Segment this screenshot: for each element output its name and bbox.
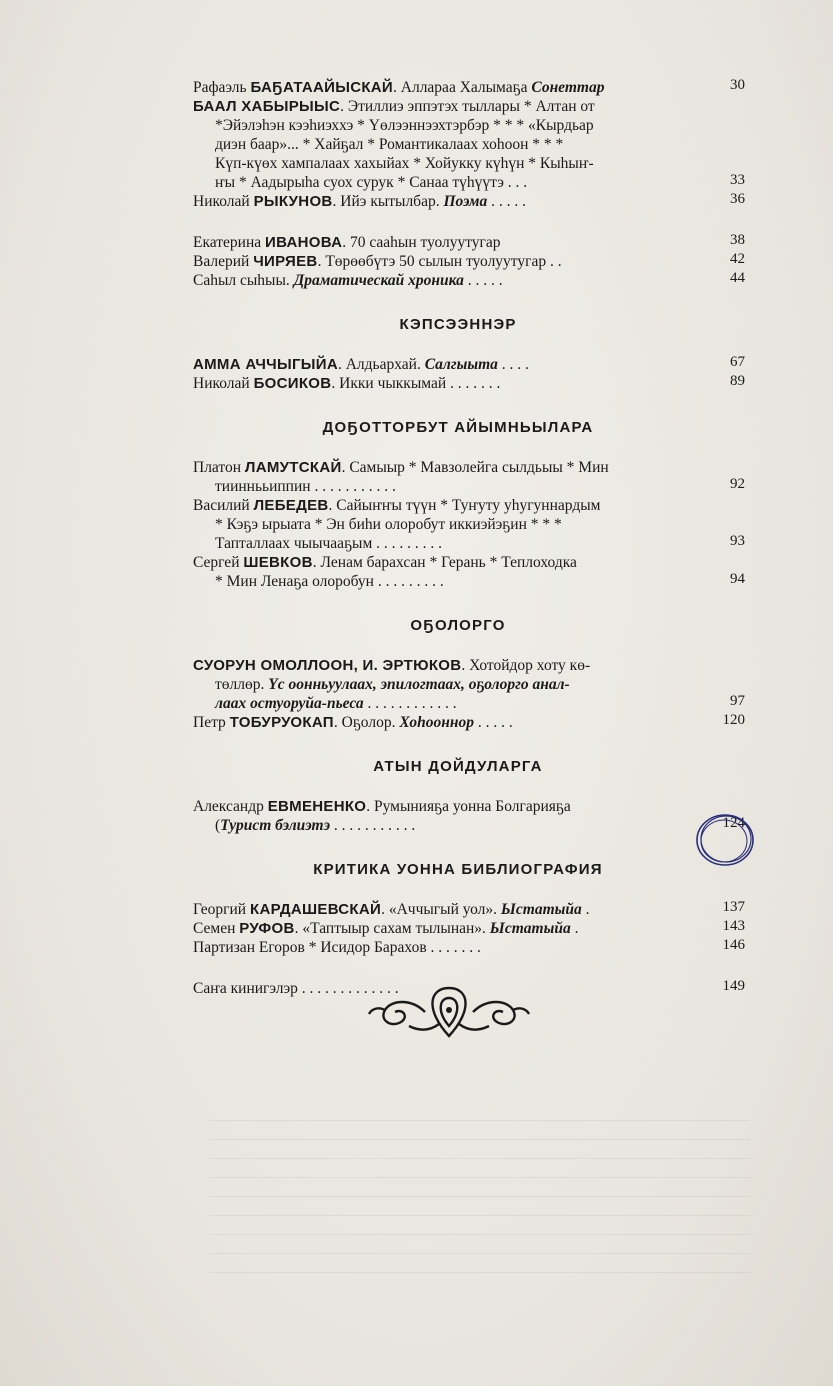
author-name: ЛАМУТСКАЙ [244, 459, 342, 476]
toc-entry-line [193, 553, 713, 572]
entry-text: . . . . . [473, 714, 513, 731]
entry-text: Николай [193, 193, 254, 210]
toc-entry [193, 458, 743, 496]
entry-text: * Кэҕэ ырыата * Эн биһи олоробут иккиэйэҕин * * * [215, 516, 562, 533]
toc-entry-line [193, 515, 713, 534]
table-of-contents [193, 78, 743, 998]
genre-label: Турист бэлиэтэ [220, 817, 330, 834]
toc-entry [193, 97, 743, 192]
toc-entry-line [193, 97, 713, 116]
genre-label: Салгыыта [424, 356, 498, 373]
entry-text: . . . . . [463, 272, 503, 289]
author-name: ЕВМЕНЕНКО [267, 798, 367, 815]
toc-entry-line [193, 458, 713, 477]
toc-entry-line [193, 374, 713, 393]
toc-entry-line [193, 919, 713, 938]
author-name: СУОРУН ОМОЛЛООН, И. ЭРТЮКОВ [193, 657, 462, 674]
genre-label: Ыстатыйа [489, 920, 571, 937]
page-number: 33 [730, 172, 745, 188]
page-number: 143 [722, 918, 745, 934]
entry-text: . Ийэ кытылбар. [332, 193, 444, 210]
entry-text: Александр [193, 798, 268, 815]
page-number: 120 [722, 712, 745, 728]
toc-entry [193, 78, 743, 97]
toc-entry-line [193, 496, 713, 515]
entry-text: Семен [193, 920, 240, 937]
page-number: 30 [730, 77, 745, 93]
toc-entry-line [193, 355, 713, 374]
entry-text: Валерий [193, 253, 254, 270]
author-name: ЛЕБЕДЕВ [253, 497, 329, 514]
genre-label: Үс оонньуулаах, эпилогтаах, оҕолорго анал- [268, 676, 570, 693]
section-title-atyn: АТЫН ДОЙДУЛАРГА [373, 758, 543, 775]
page-number: 93 [730, 533, 745, 549]
page-number: 67 [730, 354, 745, 370]
toc-entry-line [193, 900, 713, 919]
toc-group-abroad [193, 797, 743, 835]
entry-text: . Алдьархай. [337, 356, 425, 373]
toc-entry [193, 271, 743, 290]
entry-text: диэн баар»... * Хайҕал * Романтикалаах хоһоон * * * [215, 136, 564, 153]
page-number: 44 [730, 270, 745, 286]
toc-entry [193, 233, 743, 252]
page-number: 97 [730, 693, 745, 709]
entry-text: Николай [193, 375, 254, 392]
author-name: РУФОВ [239, 920, 295, 937]
entry-text: . Самыыр * Мавзолейга сылдьыы * Мин [341, 459, 609, 476]
author-name: АММА АЧЧЫГЫЙА [193, 356, 338, 373]
toc-entry [193, 919, 743, 938]
author-name: БОСИКОВ [253, 375, 332, 392]
entry-text: Георгий [193, 901, 250, 918]
page-number: 137 [722, 899, 745, 915]
entry-text: Екатерина [193, 234, 265, 251]
author-name: ИВАНОВА [265, 234, 343, 251]
page-number: 42 [730, 251, 745, 267]
entry-text: . Аллараа Халымаҕа [393, 79, 532, 96]
page-number: 146 [722, 937, 745, 953]
entry-text: . Төрөөбүтэ 50 сылын туолуутугар . . [317, 253, 562, 270]
toc-entry [193, 374, 743, 393]
genre-label: Хоһооннор [399, 714, 474, 731]
entry-text: Тапталлаах чыычааҕым . . . . . . . . . [215, 535, 443, 552]
toc-entry-line [193, 78, 713, 97]
toc-entry [193, 797, 743, 835]
toc-entry-line [193, 271, 713, 290]
entry-text: . [570, 920, 579, 937]
entry-text: Рафаэль [193, 79, 251, 96]
entry-text: . Сайыҥҥы түүн * Туҥуту уһугуннардым [328, 497, 601, 514]
toc-group-stories [193, 355, 743, 393]
entry-text: . . . . . . . . . . . [330, 817, 416, 834]
entry-text: Платон [193, 459, 245, 476]
author-name: ШЕВКОВ [243, 554, 313, 571]
entry-text: тииннььиппин . . . . . . . . . . . [215, 478, 396, 495]
toc-entry [193, 713, 743, 732]
toc-entry-line [193, 534, 713, 553]
entry-text: . . . . . . . . . . . . [363, 695, 457, 712]
toc-entry-line [193, 233, 713, 252]
pen-circle-mark [694, 811, 756, 869]
bleed-through-text [210, 1120, 750, 1280]
entry-text: ҥы * Аадырыһа суох сурук * Санаа түһүүтэ . . . [215, 174, 528, 191]
toc-entry-line [193, 656, 713, 675]
entry-text: . Ленам барахсан * Герань * Теплоходка [312, 554, 577, 571]
entry-text: . «Аччыгый уол». [381, 901, 501, 918]
ornament-icon [365, 980, 533, 1044]
author-name: ТОБУРУОКАП [229, 714, 334, 731]
page-number: 38 [730, 232, 745, 248]
entry-text: . 70 сааһын туолуутугар [342, 234, 501, 251]
genre-label: Поэма [443, 193, 488, 210]
section-title-dogottorbut: ДОҔОТТОРБУТ АЙЫМНЬЫЛАРА [322, 419, 594, 436]
author-name: БАҔАТААЙЫСКАЙ [250, 79, 394, 96]
toc-entry-line [193, 713, 713, 732]
toc-group-poetry [193, 78, 743, 211]
entry-text: ( [215, 817, 221, 834]
entry-text: * Мин Ленаҕа олоробун . . . . . . . . . [215, 573, 444, 590]
genre-label: Драматическай хроника [293, 272, 464, 289]
page-number: 124 [722, 815, 745, 831]
genre-label: Ыстатыйа [500, 901, 582, 918]
page-number: 36 [730, 191, 745, 207]
toc-entry-line [193, 694, 713, 713]
toc-entry-line [193, 154, 713, 173]
entry-text: Күп-күөх хампалаах хахыйах * Хойукку күһүн * Кыһыҥ- [215, 155, 594, 172]
entry-text: . Хотойдор хоту кө- [461, 657, 591, 674]
entry-text: Саһыл сыһыы. [193, 272, 294, 289]
page-number: 94 [730, 571, 745, 587]
entry-text: Петр [193, 714, 230, 731]
toc-entry-line [193, 797, 713, 816]
entry-text: . . . . [497, 356, 529, 373]
page-number: 92 [730, 476, 745, 492]
toc-entry [193, 900, 743, 919]
toc-entry [193, 355, 743, 374]
toc-entry-line [193, 675, 713, 694]
toc-entry [193, 938, 743, 957]
toc-group-children [193, 656, 743, 732]
entry-text: . Икки чыккымай . . . . . . . [331, 375, 501, 392]
section-title-ogolorgo: ОҔОЛОРГО [410, 617, 506, 634]
entry-text: Партизан Егоров * Исидор Барахов . . . . . . . [193, 939, 481, 956]
toc-entry-line [193, 116, 713, 135]
entry-text: *Эйэлэһэн кээһиэххэ * Үөлээннээхтэрбэр * * * «Кырдьар [215, 117, 594, 134]
page-number: 89 [730, 373, 745, 389]
toc-entry-line [193, 173, 713, 192]
toc-entry [193, 496, 743, 553]
section-title-kepseenner: КЭПСЭЭННЭР [399, 316, 517, 333]
section-title-kritika: КРИТИКА УОННА БИБЛИОГРАФИЯ [313, 861, 603, 878]
toc-entry-line [193, 192, 713, 211]
toc-entry [193, 553, 743, 591]
toc-entry-line [193, 938, 713, 957]
toc-group-criticism [193, 900, 743, 957]
entry-text: . Этиллиэ эппэтэх тыллары * Алтан от [340, 98, 595, 115]
entry-text: . . . . . [487, 193, 527, 210]
author-name: БААЛ ХАБЫРЫЫС [193, 98, 341, 115]
toc-entry-line [193, 135, 713, 154]
genre-label: лаах остуоруйа-пьеса [215, 695, 364, 712]
entry-text: . «Таптыыр сахам тылынан». [294, 920, 490, 937]
toc-entry-line [193, 572, 713, 591]
toc-group-drama [193, 233, 743, 290]
author-name: КАРДАШЕВСКАЙ [249, 901, 382, 918]
page-number: 149 [722, 978, 745, 994]
toc-entry [193, 656, 743, 713]
entry-text: . Румынияҕа уонна Болгарияҕа [366, 798, 571, 815]
toc-entry-line [193, 477, 713, 496]
genre-label: Сонеттар [531, 79, 605, 96]
toc-entry [193, 252, 743, 271]
toc-entry-line [193, 252, 713, 271]
entry-text: Саҥа кинигэлэр . . . . . . . . . . . . . [193, 980, 399, 997]
entry-text: . [581, 901, 590, 918]
toc-group-friends-works [193, 458, 743, 591]
entry-text: Сергей [193, 554, 244, 571]
author-name: РЫКУНОВ [253, 193, 333, 210]
toc-entry [193, 192, 743, 211]
author-name: ЧИРЯЕВ [253, 253, 318, 270]
entry-text: . Оҕолор. [333, 714, 400, 731]
entry-text: төллөр. [215, 676, 269, 693]
toc-entry-line [193, 816, 713, 835]
entry-text: Василий [193, 497, 254, 514]
